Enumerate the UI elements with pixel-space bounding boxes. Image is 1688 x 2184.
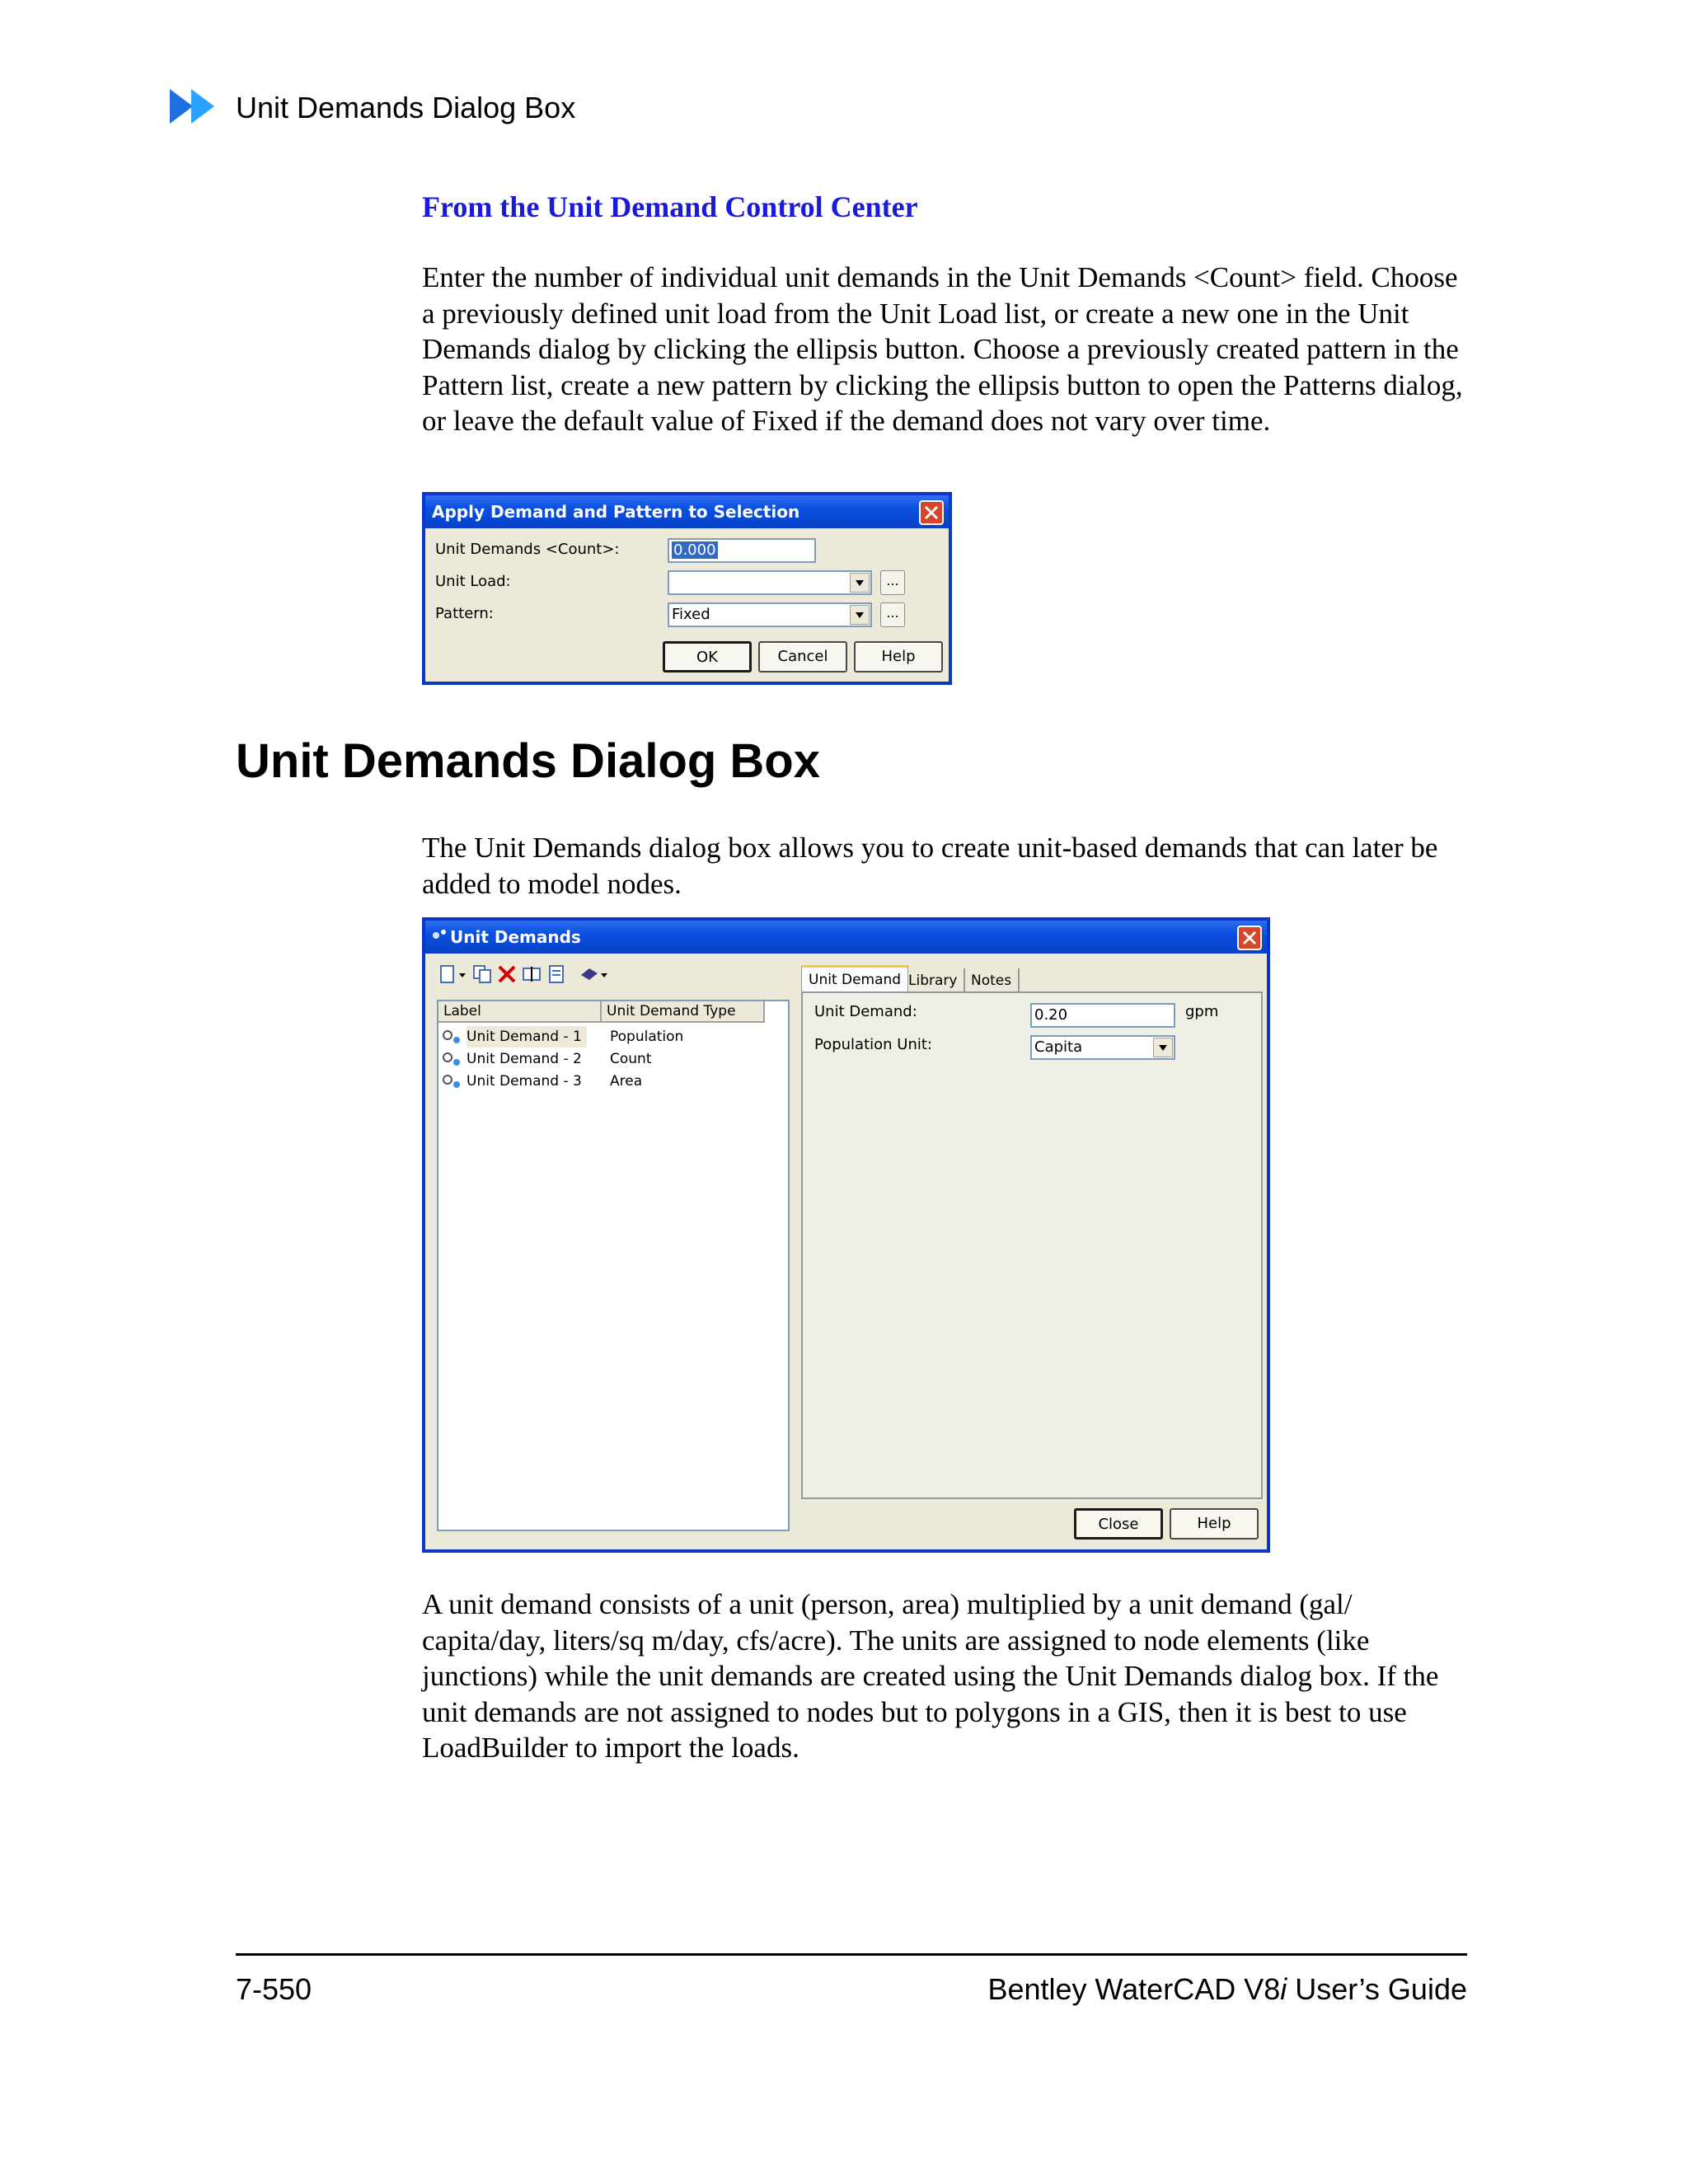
- tab-notes[interactable]: Notes: [964, 968, 1020, 995]
- new-dropdown-icon[interactable]: [457, 963, 468, 985]
- toolbar: [437, 962, 783, 988]
- help-button[interactable]: Help: [854, 641, 943, 673]
- unit-demand-icon: [442, 1073, 463, 1090]
- chevron-down-icon[interactable]: [850, 573, 870, 593]
- running-header-title: Unit Demands Dialog Box: [236, 91, 576, 124]
- unit-demand-label: Unit Demand:: [814, 1003, 917, 1020]
- dialog-titlebar: [425, 921, 1267, 954]
- row-label: Unit Demand - 3: [467, 1073, 582, 1090]
- close-icon[interactable]: [1237, 926, 1262, 950]
- duplicate-icon[interactable]: [471, 963, 493, 985]
- population-unit-label: Population Unit:: [814, 1036, 932, 1053]
- unit-demand-icon: [442, 1051, 463, 1067]
- guide-title-italic: i: [1280, 1972, 1287, 2006]
- guide-title-prefix: Bentley WaterCAD V8: [987, 1972, 1281, 2006]
- pattern-select[interactable]: [668, 602, 872, 627]
- guide-title: [974, 1972, 1467, 2007]
- pattern-label: Pattern:: [435, 605, 494, 622]
- pattern-value: Fixed: [672, 606, 710, 623]
- guide-title-suffix: User’s Guide: [1287, 1972, 1467, 2006]
- population-unit-select[interactable]: [1030, 1035, 1175, 1060]
- unit-demand-input[interactable]: 0.20: [1030, 1003, 1175, 1028]
- unit-load-label: Unit Load:: [435, 573, 511, 590]
- column-header-label[interactable]: Label: [438, 1001, 602, 1023]
- apply-demand-dialog: [422, 492, 952, 685]
- rename-icon[interactable]: [521, 963, 542, 985]
- paragraph-unit-demand-explanation: A unit demand consists of a unit (person, area) multiplied by a unit demand (gal/ capita/day, liters/sq m/day, cfs/acre). The units are assigned to node elements (like junctions) while the unit demands are created using the Unit Demands dialog box. If the unit demands are not assigned to nodes but to polygons in a GIS, then it is best to use LoadBuilder to import the loads.: [422, 1588, 1439, 1764]
- table-row[interactable]: [438, 1048, 788, 1070]
- tab-library[interactable]: Library: [902, 968, 965, 995]
- unit-demand-list[interactable]: [437, 1000, 790, 1531]
- dialog-title: Unit Demands: [450, 927, 581, 947]
- subsection-title: From the Unit Demand Control Center: [422, 190, 918, 223]
- help-button[interactable]: Help: [1170, 1508, 1259, 1540]
- paragraph-unit-demands-intro: The Unit Demands dialog box allows you to create unit-based demands that can later be added to model nodes.: [422, 832, 1438, 900]
- app-icon: [432, 921, 450, 954]
- unit-demand-icon: [442, 1029, 463, 1045]
- tab-unit-demand[interactable]: Unit Demand: [801, 965, 908, 991]
- unit-demand-units: gpm: [1185, 1003, 1219, 1020]
- count-value: 0.000: [673, 541, 716, 559]
- population-unit-value: Capita: [1034, 1038, 1083, 1056]
- row-type: Count: [610, 1051, 652, 1067]
- dialog-title: Apply Demand and Pattern to Selection: [432, 502, 800, 522]
- row-label: Unit Demand - 2: [467, 1051, 582, 1067]
- table-row[interactable]: [438, 1026, 788, 1047]
- unit-load-ellipsis-button[interactable]: ...: [880, 570, 905, 595]
- page-number: 7-550: [236, 1972, 312, 2006]
- dialog-titlebar: [425, 495, 949, 528]
- library-dropdown-icon[interactable]: [598, 963, 610, 985]
- close-button[interactable]: Close: [1074, 1508, 1163, 1540]
- row-type: Population: [610, 1029, 684, 1045]
- footer-rule: [236, 1953, 1467, 1956]
- cancel-button[interactable]: Cancel: [758, 641, 847, 673]
- unit-demands-count-input[interactable]: [668, 538, 816, 563]
- chevron-down-icon[interactable]: [850, 605, 870, 625]
- paragraph-apply-demand: Enter the number of individual unit demands in the Unit Demands <Count> field. Choose a previously defined unit load from the Unit Load list, or create a new one in the Unit Demands dialog by clicking the ellipsis button. Choose a previously created pattern in the Pattern list, create a new pattern by clicking the ellipsis button to open the Patterns dialog, or leave the default value of Fixed if the demand does not vary over time.: [422, 261, 1463, 437]
- unit-demands-dialog: [422, 917, 1270, 1553]
- section-heading: Unit Demands Dialog Box: [236, 734, 820, 788]
- unit-load-select[interactable]: [668, 570, 872, 595]
- pattern-ellipsis-button[interactable]: ...: [880, 602, 905, 627]
- table-row[interactable]: [438, 1071, 788, 1092]
- chevron-down-icon[interactable]: [1153, 1038, 1173, 1057]
- report-icon[interactable]: [546, 963, 567, 985]
- close-icon[interactable]: [919, 500, 944, 525]
- row-label: Unit Demand - 1: [467, 1026, 587, 1047]
- unit-demands-count-label: Unit Demands <Count>:: [435, 541, 620, 558]
- row-type: Area: [610, 1073, 643, 1090]
- chapter-arrow-icon: [170, 89, 223, 124]
- column-header-type[interactable]: Unit Demand Type: [602, 1001, 765, 1023]
- library-icon[interactable]: [579, 963, 600, 985]
- unit-demand-panel: [801, 991, 1263, 1499]
- ok-button[interactable]: OK: [663, 641, 752, 673]
- new-icon[interactable]: [437, 963, 458, 985]
- delete-icon[interactable]: [496, 963, 518, 985]
